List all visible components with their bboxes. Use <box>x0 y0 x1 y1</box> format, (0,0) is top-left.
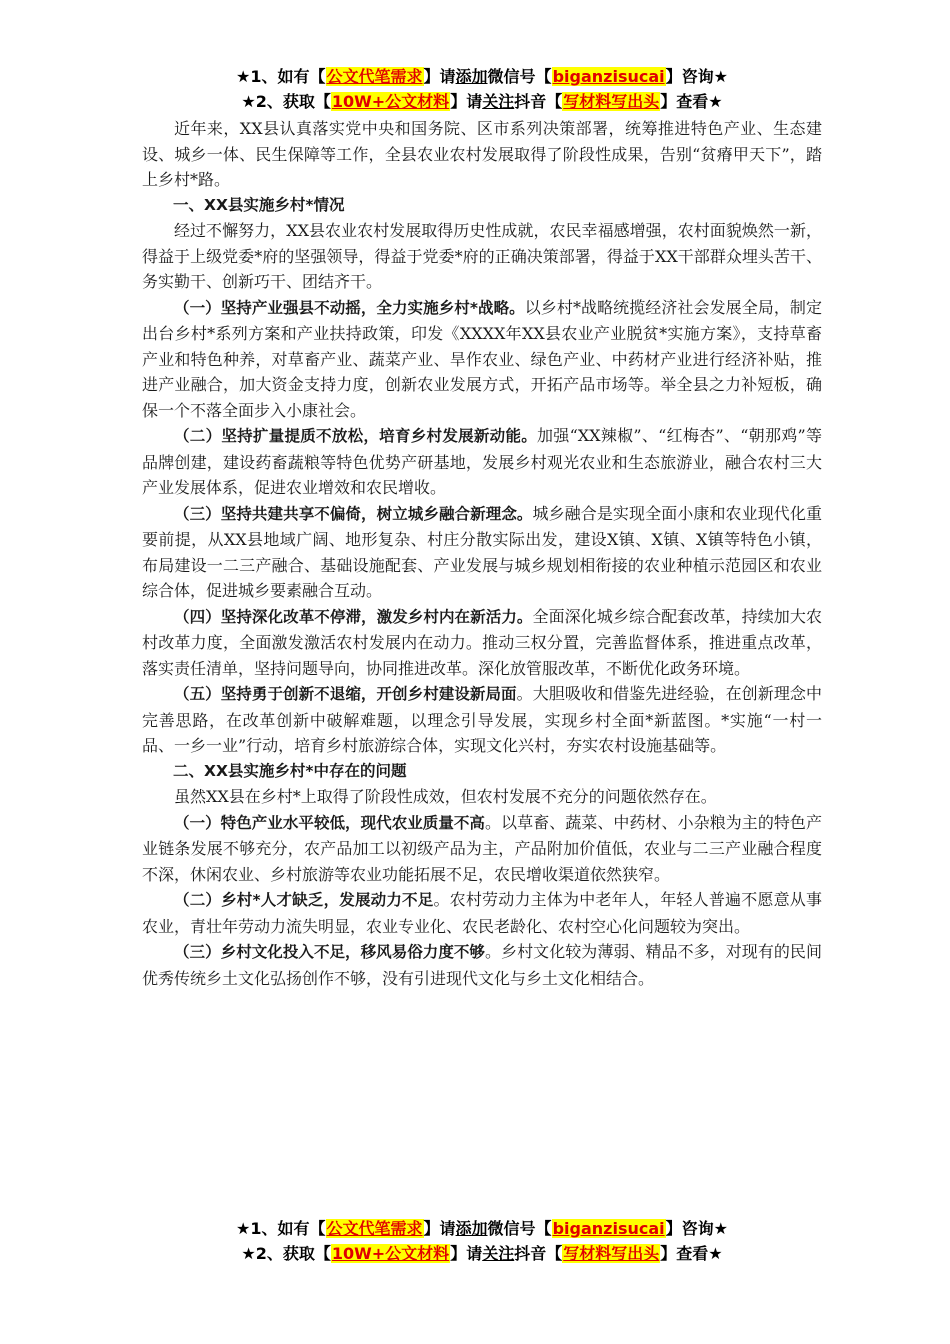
item-body: 以乡村*战略统揽经济社会发展全局，制定出台乡村*系列方案和产业扶持政策，印发《XXXX年XX县农业产业脱贫*实施方案》，支持草畜产业和特色种养，对草畜产业、蔬菜产业、旱作农业、绿色产业、中药材产业进行经济补贴，推进产业融合，加大资金支持力度，创新农业发展方式，开拓产品市场等。举全县之力补短板，确保一个不落全面步入小康社会。 <box>142 297 822 420</box>
document-page <box>142 64 822 991</box>
promo-text: ★2、获取【 <box>241 92 331 111</box>
item-lead: （二）坚持扩量提质不放松，培育乡村发展新动能。 <box>174 427 538 445</box>
item-lead: （一）特色产业水平较低，现代农业质量不高 <box>174 813 485 832</box>
item-body: 。大胆吸收和借鉴先进经验，在创新理念中完善思路，在改革创新中破解难题，以理念引导发展，实现乡村全面*新蓝图。*实施“一村一品、一乡一业”行动，培育乡村旅游综合体，实现文化兴村，夯实农村设施基础等。 <box>142 684 822 755</box>
item-body: 全面深化城乡综合配套改革，持续加大农村改革力度，全面激发激活农村发展内在动力。推动三权分置，完善监督体系，推进重点改革，落实责任清单，坚持问题导向，协同推进改革。深化放管服改革，不断优化政务环境。 <box>142 606 822 678</box>
promo-line-1 <box>142 1216 822 1241</box>
promo-text: ★2、获取【 <box>241 1244 331 1263</box>
promo-highlight: biganzisucai <box>552 67 665 86</box>
promo-highlight: 公文代笔需求 <box>326 67 423 86</box>
item-body: 。以草畜、蔬菜、中药材、小杂粮为主的特色产业链条发展不够充分，农产品加工以初级产品为主，产品附加价值低，农业与二三产业融合程度不深，休闲农业、乡村旅游等农业功能拓展不足，农民增收渠道依然狭窄。 <box>142 812 822 884</box>
list-item <box>142 604 822 682</box>
promo-emphasis: 关注 <box>482 92 515 111</box>
promo-emphasis: 添加 <box>455 1219 488 1238</box>
item-lead: （二）乡村*人才缺乏，发展动力不足 <box>174 891 434 909</box>
section-intro-1: 经过不懈努力，XX县农业农村发展取得历史性成就，农民幸福感增强，农村面貌焕然一新，得益于上级党委*府的坚强领导，得益于党委*府的正确决策部署，得益于XX干部群众埋头苦干、务实勤干、创新巧干、团结齐干。 <box>142 221 822 291</box>
promo-text: 】咨询★ <box>665 67 728 86</box>
promo-text: 抖音【 <box>514 92 563 111</box>
promo-emphasis: 添加 <box>455 67 488 86</box>
list-item <box>142 501 822 604</box>
item-lead: （五）坚持勇于创新不退缩，开创乡村建设新局面 <box>174 685 517 703</box>
promo-highlight: 10W+公文材料 <box>331 1244 450 1263</box>
item-body: 。农村劳动力主体为中老年人，年轻人普遍不愿意从事农业，青壮年劳动力流失明显，农业专业化、农民老龄化、农村空心化问题较为突出。 <box>142 890 822 936</box>
section-heading-1: 一、XX县实施乡村*情况 <box>173 195 345 214</box>
promo-highlight: 写材料写出头 <box>563 92 660 111</box>
promo-line-2 <box>142 89 822 114</box>
promo-line-1 <box>142 64 822 89</box>
item-body: 加强“XX辣椒”、“红梅杏”、“朝那鸡”等品牌创建，建设药畜蔬粮等特色优势产研基地，发展乡村观光农业和生态旅游业，融合农村三大产业发展体系，促进农业增效和农民增收。 <box>142 426 822 497</box>
promo-text: 抖音【 <box>514 1244 563 1263</box>
promo-line-2 <box>142 1241 822 1266</box>
promo-text: 】请 <box>423 1219 456 1238</box>
promo-banner-top <box>142 64 822 114</box>
list-item <box>142 887 822 939</box>
promo-text: 微信号【 <box>487 1219 552 1238</box>
item-lead: （三）乡村文化投入不足，移风易俗力度不够 <box>174 943 485 961</box>
list-item <box>142 810 822 888</box>
section-intro-2: 虽然XX县在乡村*上取得了阶段性成效，但农村发展不充分的问题依然存在。 <box>174 787 717 806</box>
item-body: 城乡融合是实现全面小康和农业现代化重要前提，从XX县地域广阔、地形复杂、村庄分散实际出发，建设X镇、X镇、X镇等特色小镇，布局建设一二三产融合、基础设施配套、产业发展与城乡规划相衔接的农业种植示范园区和农业综合体，促进城乡要素融合互动。 <box>142 503 822 600</box>
list-item <box>142 423 822 501</box>
item-body: 。乡村文化较为薄弱、精品不多，对现有的民间优秀传统乡土文化弘扬创作不够，没有引进现代文化与乡土文化相结合。 <box>142 942 822 988</box>
list-item <box>142 681 822 759</box>
promo-highlight: 公文代笔需求 <box>326 1219 423 1238</box>
promo-emphasis: 关注 <box>482 1244 515 1263</box>
promo-text: 】查看★ <box>660 92 723 111</box>
promo-text: ★1、如有【 <box>236 1219 326 1238</box>
promo-highlight: biganzisucai <box>552 1219 665 1238</box>
promo-text: 】咨询★ <box>665 1219 728 1238</box>
item-lead: （三）坚持共建共享不偏倚，树立城乡融合新理念。 <box>174 504 533 523</box>
promo-text: 】请 <box>450 92 483 111</box>
item-lead: （一）坚持产业强县不动摇，全力实施乡村*战略。 <box>174 298 525 317</box>
list-item <box>142 939 822 991</box>
intro-paragraph: 近年来，XX县认真落实党中央和国务院、区市系列决策部署，统筹推进特色产业、生态建设、城乡一体、民生保障等工作，全县农业农村发展取得了阶段性成果，告别“贫瘠甲天下”，踏上乡村*路。 <box>142 119 822 189</box>
promo-text: 】查看★ <box>660 1244 723 1263</box>
promo-highlight: 10W+公文材料 <box>331 92 450 111</box>
promo-text: 】请 <box>450 1244 483 1263</box>
promo-highlight: 写材料写出头 <box>563 1244 660 1263</box>
item-lead: （四）坚持深化改革不停滞，激发乡村内在新活力。 <box>174 607 533 626</box>
document-body <box>142 116 822 991</box>
list-item <box>142 295 822 424</box>
promo-text: ★1、如有【 <box>236 67 326 86</box>
promo-banner-bottom <box>142 1216 822 1266</box>
section-heading-2: 二、XX县实施乡村*中存在的问题 <box>173 761 407 780</box>
promo-text: 】请 <box>423 67 456 86</box>
promo-text: 微信号【 <box>487 67 552 86</box>
